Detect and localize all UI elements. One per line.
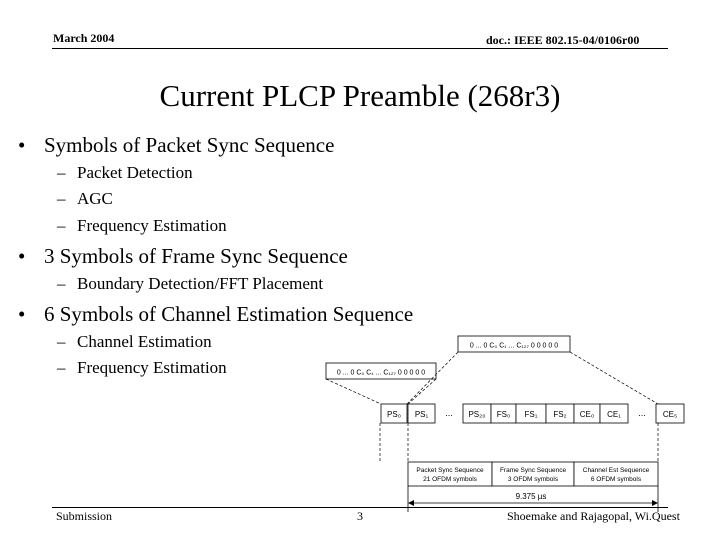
duration-arrowhead-right (652, 500, 658, 506)
header-rule (52, 48, 668, 49)
symbol-ce0-label: CE₀ (579, 410, 595, 419)
group-frame-sync-name: Frame Sync Sequence (499, 467, 567, 474)
sub-bullet: – AGC (57, 189, 113, 208)
group-packet-sync-name: Packet Sync Sequence (416, 467, 484, 474)
sub-bullet-text: AGC (77, 189, 113, 208)
bullet-text: 6 Symbols of Channel Estimation Sequence (44, 302, 414, 326)
bullet-marker: • (18, 302, 26, 326)
symbol-ps0-label: PS₀ (387, 410, 401, 419)
bullet-marker: • (18, 133, 26, 157)
sub-bullet: – Frequency Estimation (57, 358, 227, 377)
sub-bullet: – Frequency Estimation (57, 216, 227, 235)
group-channel-est-name: Channel Est Sequence (582, 467, 650, 474)
sub-bullet-text: Boundary Detection/FFT Placement (77, 274, 324, 293)
symbol-ce5-label: CE₅ (662, 410, 678, 419)
preamble-diagram (300, 330, 690, 520)
header-doc-id: doc.: IEEE 802.15-04/0106r00 (486, 33, 640, 47)
duration-label: 9.375 µs (515, 492, 547, 501)
bullet-text: 3 Symbols of Frame Sync Sequence (44, 244, 348, 268)
sub-bullet-text: Frequency Estimation (77, 216, 227, 235)
symbol-ce1-label: CE₁ (607, 410, 621, 419)
footer-rule (52, 507, 668, 508)
bullet-marker: • (18, 244, 26, 268)
bullet-packet-sync (18, 133, 334, 158)
left-sequence-text: 0 ... 0 C₀ C₁ ... C₁₂₇ 0 0 0 0 0 (336, 369, 426, 377)
group-channel-est-count: 6 OFDM symbols (590, 476, 642, 483)
bullet-frame-sync (18, 244, 348, 269)
header-date: March 2004 (53, 31, 115, 45)
footer-page-number: 3 (357, 509, 363, 523)
symbol-fs2-label: FS₂ (553, 410, 567, 419)
slide-title: Current PLCP Preamble (268r3) (159, 78, 561, 113)
symbol-ps20-label: PS₂₀ (468, 410, 486, 419)
sub-bullet-text: Packet Detection (77, 163, 193, 182)
group-packet-sync-count: 21 OFDM symbols (423, 476, 477, 483)
symbol-ellipsis: ... (445, 408, 453, 418)
symbol-ellipsis: ... (638, 408, 646, 418)
footer-authors: Shoemake and Rajagopal, Wi.Quest (507, 509, 680, 523)
duration-arrowhead-left (408, 500, 414, 506)
sub-bullet: – Packet Detection (57, 163, 193, 182)
sub-bullet-text: Frequency Estimation (77, 358, 227, 377)
sub-bullet: – Boundary Detection/FFT Placement (57, 274, 324, 293)
symbol-ps1-label: PS₁ (414, 410, 429, 419)
symbol-fs1-label: FS₁ (524, 410, 538, 419)
bullet-text: Symbols of Packet Sync Sequence (44, 133, 335, 157)
group-frame-sync-count: 3 OFDM symbols (507, 476, 559, 483)
sub-bullet-text: Channel Estimation (77, 332, 212, 351)
top-sequence-text: 0 ... 0 C₀ C₁ ... C₁₂₇ 0 0 0 0 0 (469, 342, 559, 350)
footer-submission: Submission (56, 509, 113, 523)
symbol-fs0-label: FS₀ (496, 410, 511, 419)
bullet-channel-estimation (18, 302, 413, 327)
sub-bullet: – Channel Estimation (57, 332, 212, 351)
